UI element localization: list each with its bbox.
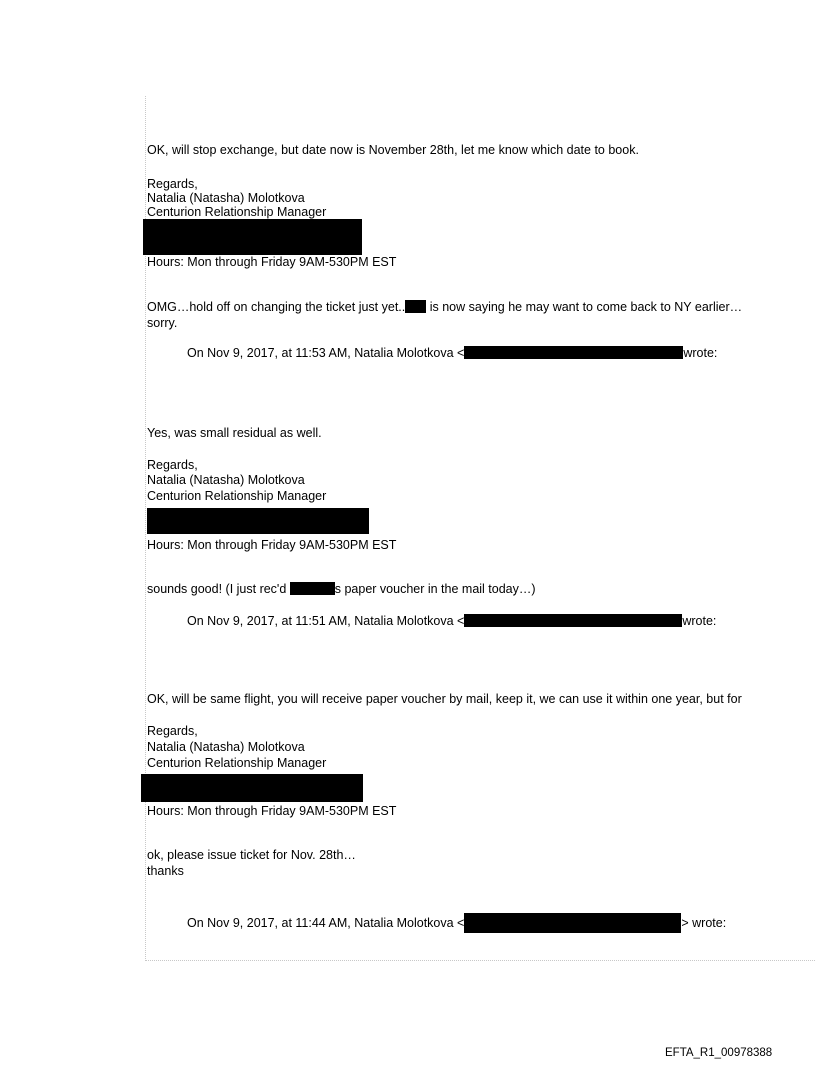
- signature-hours: Hours: Mon through Friday 9AM-530PM EST: [147, 804, 397, 818]
- redaction-box: [290, 582, 335, 595]
- quote-text: On Nov 9, 2017, at 11:44 AM, Natalia Molotkova <: [187, 916, 465, 930]
- body-text: is now saying he may want to come back to NY earlier…: [426, 300, 743, 314]
- message-body: sorry.: [147, 316, 178, 330]
- signature-regards: Regards,: [147, 724, 198, 738]
- message-body: OK, will be same flight, you will receive paper voucher by mail, keep it, we can use it within one year, but for: [147, 692, 742, 706]
- redaction-box: [464, 614, 682, 627]
- quote-text: On Nov 9, 2017, at 11:53 AM, Natalia Molotkova <: [187, 346, 465, 360]
- redaction-box: [147, 508, 369, 534]
- message-body: Yes, was small residual as well.: [147, 426, 322, 440]
- quote-header: [187, 346, 717, 360]
- quote-text: wrote:: [682, 614, 717, 628]
- redaction-box: [143, 219, 362, 255]
- redaction-box: [141, 774, 363, 802]
- signature-regards: Regards,: [147, 177, 198, 191]
- redaction-box: [405, 300, 426, 313]
- message-body: [147, 300, 816, 314]
- quote-header: [187, 614, 716, 628]
- message-body: thanks: [147, 864, 184, 878]
- quote-text: wrote:: [683, 346, 718, 360]
- message-body: OK, will stop exchange, but date now is November 28th, let me know which date to book.: [147, 143, 639, 157]
- signature-hours: Hours: Mon through Friday 9AM-530PM EST: [147, 255, 397, 269]
- signature-name: Natalia (Natasha) Molotkova: [147, 473, 305, 487]
- signature-title: Centurion Relationship Manager: [147, 205, 327, 219]
- signature-name: Natalia (Natasha) Molotkova: [147, 191, 305, 205]
- signature-title: Centurion Relationship Manager: [147, 489, 327, 503]
- quote-text: > wrote:: [681, 916, 727, 930]
- signature-name: Natalia (Natasha) Molotkova: [147, 740, 305, 754]
- body-text: OMG…hold off on changing the ticket just yet..: [147, 300, 406, 314]
- quote-header: [187, 913, 726, 933]
- signature-regards: Regards,: [147, 458, 198, 472]
- quote-text: On Nov 9, 2017, at 11:51 AM, Natalia Molotkova <: [187, 614, 465, 628]
- message-body: ok, please issue ticket for Nov. 28th…: [147, 848, 356, 862]
- signature-title: Centurion Relationship Manager: [147, 756, 327, 770]
- signature-hours: Hours: Mon through Friday 9AM-530PM EST: [147, 538, 397, 552]
- document-id: EFTA_R1_00978388: [665, 1047, 773, 1059]
- message-body: [147, 582, 536, 596]
- body-text: sounds good! (I just rec'd: [147, 582, 290, 596]
- redaction-box: [464, 913, 681, 933]
- redaction-box: [464, 346, 683, 359]
- body-text: s paper voucher in the mail today…): [334, 582, 536, 596]
